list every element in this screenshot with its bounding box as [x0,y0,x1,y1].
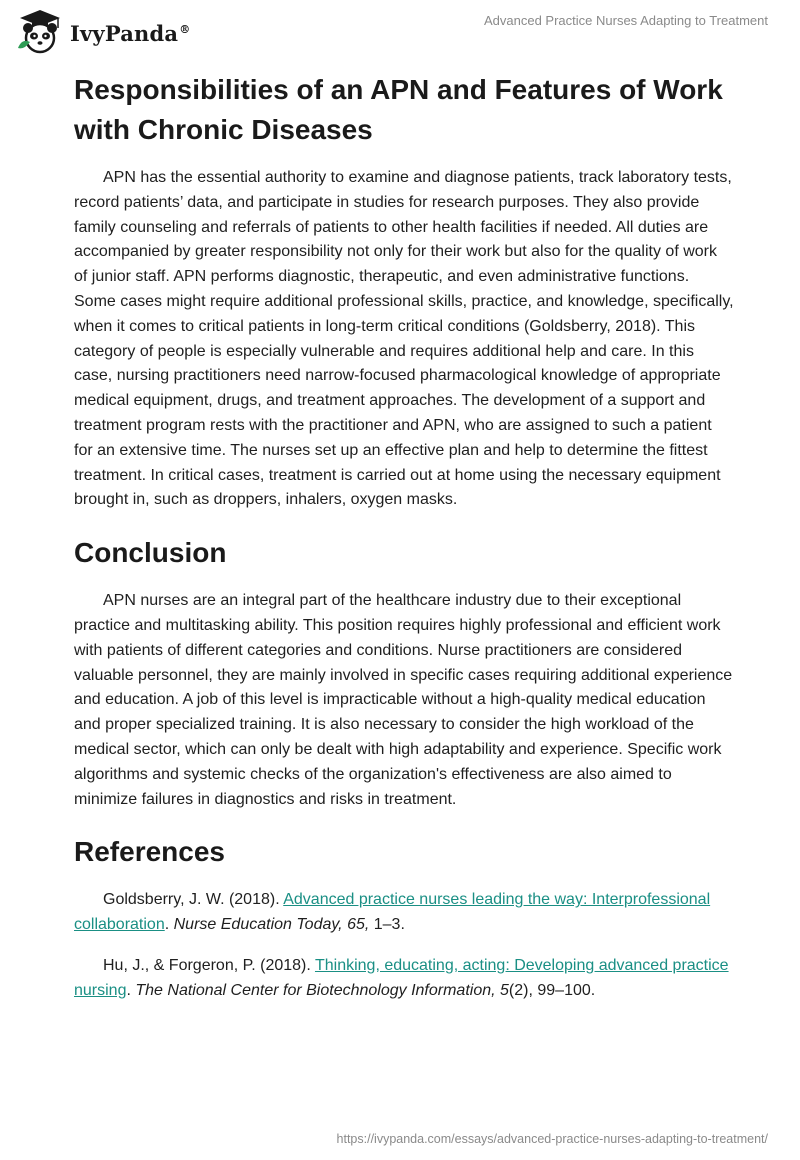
essay-content [74,70,734,1020]
footer-url: https://ivypanda.com/essays/advanced-practice-nurses-adapting-to-treatment/ [336,1132,768,1146]
reference-authors: Goldsberry, J. W. (2018). [103,891,284,909]
document-title: Advanced Practice Nurses Adapting to Treatment [484,13,768,28]
reference-pages: (2), 99–100. [508,981,596,999]
section-heading-responsibilities: Responsibilities of an APN and Features of Work with Chronic Diseases [74,74,723,145]
reference-punct: . [126,981,136,999]
panda-logo-icon [14,8,66,56]
reference-item [74,954,734,1004]
responsibilities-paragraph: APN has the essential authority to examine and diagnose patients, track laboratory tests, record patients’ data, and participate in studies for research purposes. They also provide family counseling and referrals of patients to other health facilities if needed. All duties are accompanied by greater responsibility not only for their work but also for the quality of work of junior staff. APN performs diagnostic, therapeutic, and even administrative functions. Some cases might require additional professional skills, practice, and knowledge, specifically, when it comes to critical patients in long-term critical conditions (Goldsberry, 2018). This category of people is especially vulnerable and requires additional help and care. In this case, nursing practitioners need narrow-focused pharmacological knowledge of appropriate medical equipment, drugs, and treatment approaches. The development of a support and treatment program rests with the practitioner and APN, who are assigned to such a patient for an extensive time. The nurses set up an effective plan and help to determine the fittest treatment. In critical cases, treatment is carried out at home using the necessary equipment brought in, such as droppers, inhalers, oxygen masks. [74,169,734,509]
section-heading-references: References [74,836,225,868]
reference-journal: Nurse Education Today, 65, [173,916,370,934]
logo-text: IvyPanda® [70,20,191,46]
reference-pages: 1–3. [369,916,405,934]
reference-link[interactable]: Thinking, educating, acting: Developing advanced practice nursing [74,956,729,999]
reference-punct: . [164,916,174,934]
section-heading-conclusion: Conclusion [74,537,227,569]
ivypanda-logo[interactable] [14,8,190,56]
conclusion-paragraph: APN nurses are an integral part of the healthcare industry due to their exceptional practice and multitasking ability. This position requires highly professional and efficient work with patients of different categories and conditions. Nurse practitioners are considered valuable personnel, they are mainly involved in specific cases requiring additional experience and education. A job of this level is impracticable without a high-quality medical education and proper specialized training. It is also necessary to consider the high workload of the medical sector, which can only be dealt with high adaptability and experience. Specific work algorithms and systemic checks of the organization's effectiveness are also aimed to minimize failures in diagnostics and risks in treatment. [74,592,733,808]
reference-item [74,888,734,938]
reference-link[interactable]: Advanced practice nurses leading the way: Interprofessional collaboration [74,891,711,934]
reference-authors: Hu, J., & Forgeron, P. (2018). [103,956,315,974]
page-header [0,0,800,60]
reference-journal: The National Center for Biotechnology Information, 5 [135,981,509,999]
